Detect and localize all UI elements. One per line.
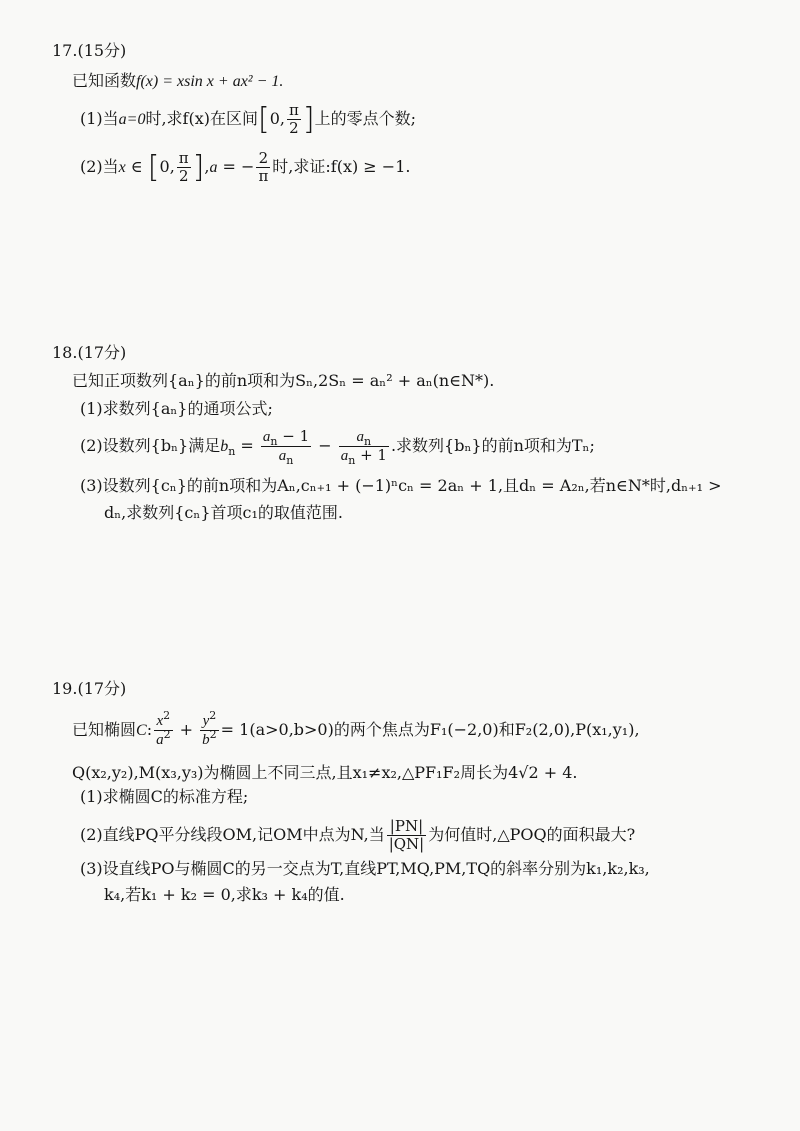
q17-part-1: (1)当a=0时,求f(x)在区间[0, $\frac{\pi}{2}$ ]上的零点个数; [80,101,416,137]
q19-stmt-prefix: 已知椭圆 [72,720,137,739]
q17-p1-condition: a=0 [118,111,146,128]
left-bracket-icon: [ [147,150,160,185]
q17-p1-fraction [287,102,301,137]
q18-part-3-line-2: dₙ,求数列{cₙ}首项c₁的取值范围. [104,503,343,522]
q19-header: 19.(17分) [52,679,127,698]
q19-part-3-line-1: (3)设直线PO与椭圆C的另一交点为T,直线PT,MQ,PM,TQ的斜率分别为k₁,k₂,k₃, [80,859,650,878]
q19-statement-line-1: 已知椭圆C: $\frac{x^2}{a^2}$ + $\frac{y^2}{b^2}$ = 1(a>0,b>0)的两个焦点为F₁(−2,0)和F₂(2,0),P(x₁,y₁), [72,709,640,748]
q17-statement [72,70,283,93]
q17-p2-fraction [177,150,191,185]
fraction-numerator: π [178,149,189,167]
q19-p2-prefix: (2)直线PQ平分线段OM,记OM中点为N,当 [80,825,385,844]
fraction-denominator: π [258,167,269,185]
left-bracket-icon: [ [258,102,270,137]
q17-part-2: (2)当x ∈ [0, $\frac{\pi}{2}$ ],a = − $\frac{2}{\pi}$ 时,求证:f(x) ≥ −1. [80,149,411,185]
q18-part-2: (2)设数列{bₙ}满足$b_n$ = $\frac{a_n - 1}{a_n}$ − $\frac{a_n}{a_n + 1}$ .求数列{bₙ}的前n项和为Tₙ; [80,427,595,467]
q17-p2-suffix: 时,求证:f(x) ≥ −1. [272,157,411,176]
q18-header: 18.(17分) [52,343,127,362]
q17-statement-prefix: 已知函数 [72,71,137,90]
q19-statement-line-2: Q(x₂,y₂),M(x₃,y₃)为椭圆上不同三点,且x₁≠x₂,△PF₁F₂周长为4√2 + 4. [72,763,578,782]
q19-stmt-suffix: = 1(a>0,b>0)的两个焦点为F₁(−2,0)和F₂(2,0),P(x₁,y₁), [220,720,640,739]
right-bracket-icon: ] [192,150,205,185]
q18-statement: 已知正项数列{aₙ}的前n项和为Sₙ,2Sₙ = aₙ² + aₙ(n∈N*). [72,371,495,390]
q17-function-formula: f(x) = xsin x + ax² − 1. [136,73,284,90]
q19-part-2 [80,818,635,853]
q17-header: 17.(15分) [52,41,127,60]
q18-part-3-line-1: (3)设数列{cₙ}的前n项和为Aₙ,cₙ₊₁ + (−1)ⁿcₙ = 2aₙ + 1,且dₙ = A₂ₙ,若n∈N*时,dₙ₊₁ > [80,476,722,495]
q18-p2-prefix: (2)设数列{bₙ}满足 [80,436,221,455]
fraction-denominator: 2 [177,167,191,185]
q18-p2-suffix: .求数列{bₙ}的前n项和为Tₙ; [390,436,595,455]
q19-p2-suffix: 为何值时,△POQ的面积最大? [428,825,636,844]
q18-part-1: (1)求数列{aₙ}的通项公式; [80,399,273,418]
fraction-denominator: |QN| [388,835,425,853]
q18-fraction-1: $\frac{a_n - 1}{a_n}$ [262,427,310,467]
q19-ellipse-y-term: $\frac{y^2}{b^2}$ [202,709,217,748]
q19-ratio-fraction [387,818,427,853]
fraction-numerator: |PN| [389,817,424,835]
q17-p1-middle: 时,求f(x)在区间 [145,109,258,128]
q19-part-3-line-2: k₄,若k₁ + k₂ = 0,求k₃ + k₄的值. [104,885,345,904]
fraction-denominator: 2 [287,119,301,137]
right-bracket-icon: ] [302,102,315,137]
q17-p2-prefix: (2)当 [80,157,119,176]
q19-part-1: (1)求椭圆C的标准方程; [80,787,249,806]
q17-p1-prefix: (1)当 [80,109,119,128]
fraction-numerator: π [288,101,299,119]
q18-fraction-2: $\frac{a_n}{a_n + 1}$ [340,429,387,467]
q17-p1-suffix: 上的零点个数; [314,109,416,128]
q19-ellipse-x-term: $\frac{x^2}{a^2}$ [156,709,171,748]
q17-p2-fraction-2 [256,150,270,185]
fraction-numerator: 2 [258,149,269,167]
